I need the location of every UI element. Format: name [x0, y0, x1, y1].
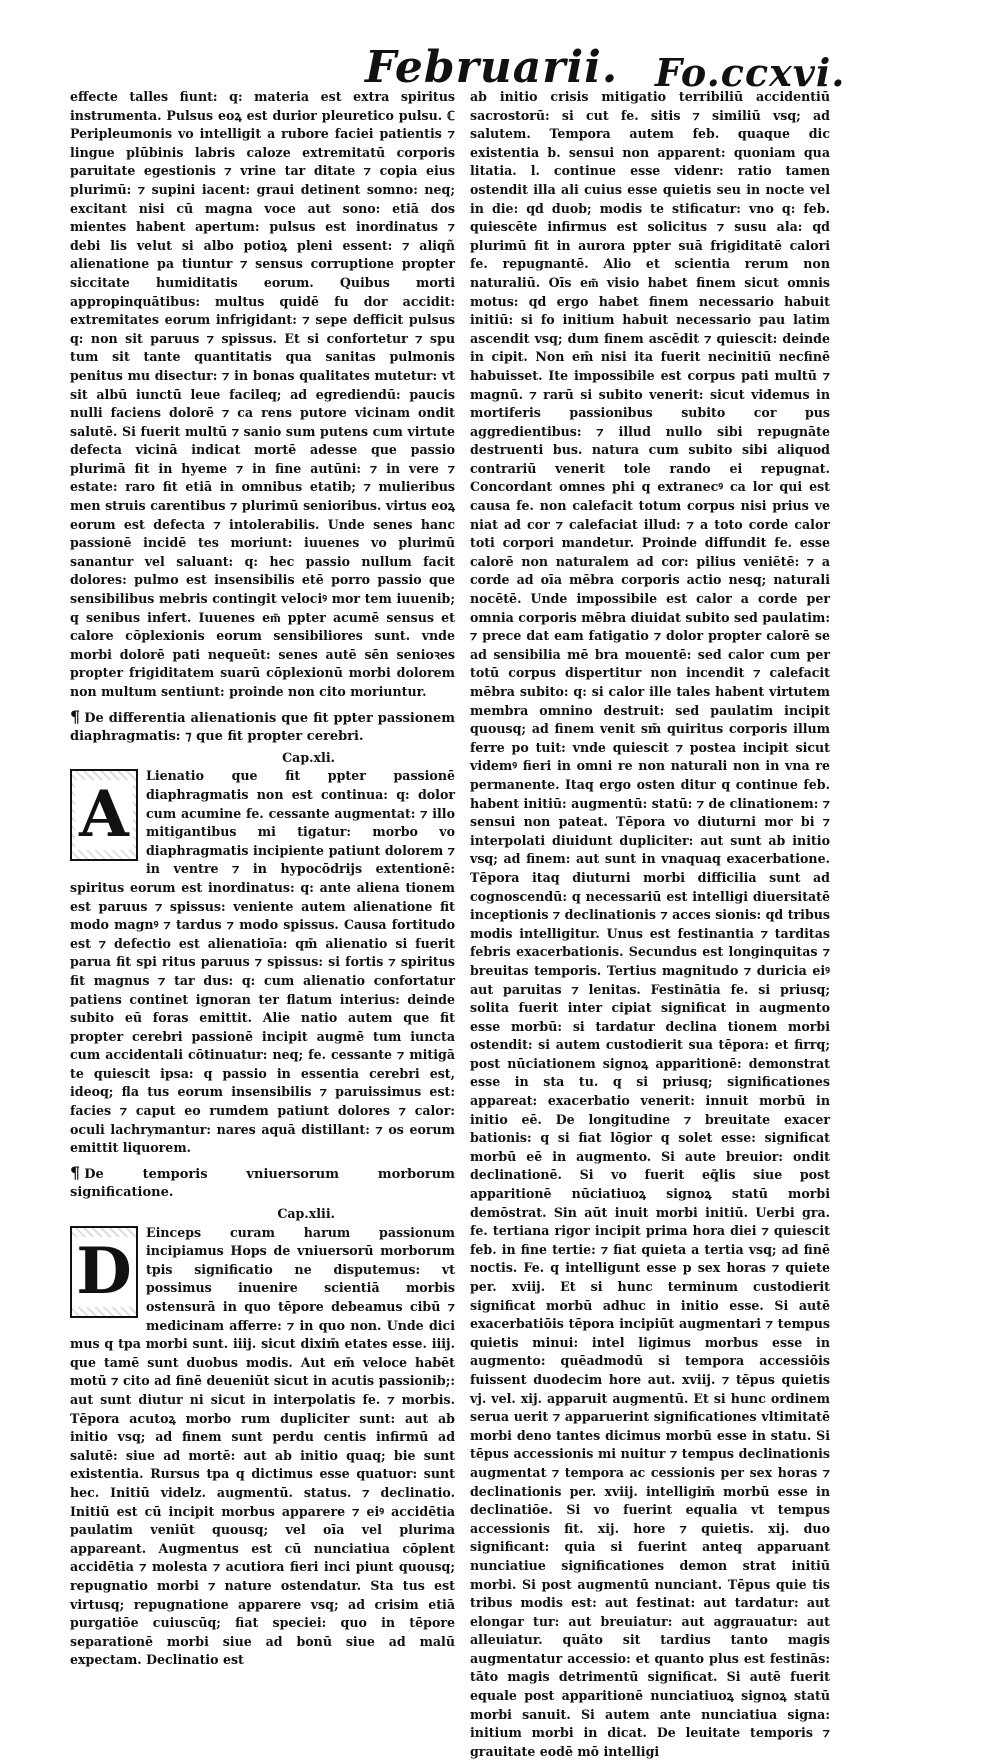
right-column [470, 88, 830, 1761]
pilcrow-icon: ¶ [70, 706, 81, 726]
chapter-heading: ¶ De differentia alienationis que fit ppter passionem diaphragmatis: ⁊ que fit propter cerebri. [70, 706, 455, 745]
pilcrow-icon: ¶ [70, 1162, 81, 1182]
paragraph: Lienatio que fit ppter passionē diaphragmatis non est continua: q: dolor cum acumine fe. cessante augmentat: ⁊ illo mitigantibus mi tigatur: morbo vo diaphragmatis incipiente patiunt dolorem ⁊ in ventre ⁊ in hypocōdrijs extentionē: spiritus eorum est inordinatus: q: ante aliena tionem est paruus ⁊ spissus: veniente autem alienatione fit modo magnꝰ ⁊ tardus ⁊ modo spissus. Causa fortitudo est ⁊ defectio est alienatioīa: qm̄ alienatio si fuerit parua fit spi ritus paruus ⁊ spissus: si fortis ⁊ spiritus fit magnus ⁊ tar dus: q: cum alienatio confortatur patiens continet ignoran ter flatum interius: deinde subito eū foras emittit. Alie natio autem que fit propter cerebri passionē incipit augmē tum iuncta cum accidentali cōtinuatur: neq; fe. cessante ⁊ mitigā te quiescit ipsa: q passio in essentia cerebri est, ideoq; fla tus eorum insensibilis ⁊ paruissimus est: facies ⁊ caput eo rumdem patiunt dolores ⁊ calor: oculi lachrymantur: nares aquā distillant: ⁊ os eorum emittit liquorem. [70, 768, 455, 1156]
chapter-number: Cap.xli. [282, 749, 335, 765]
running-head-month: Februarii. [365, 42, 619, 93]
folio-number: Fo.ccxvi. [655, 50, 846, 95]
chapter-heading: ¶ De temporis vniuersorum morborum significatione. [70, 1162, 455, 1201]
chapter-number-row [70, 749, 455, 768]
chapter-number: Cap.xlii. [277, 1206, 335, 1222]
paragraph-block [70, 1224, 455, 1670]
left-column [70, 88, 455, 1670]
paragraph-block [70, 767, 455, 1157]
chapter-number-row [70, 1205, 455, 1224]
paragraph: ab initio crisis mitigatio terribiliū accidentiū sacrostorū: si cut fe. sitis ⁊ similiū vsq; ad salutem. Tempora autem feb. quaque dic existentia b. sensui non apparent: quoniam qua litatia. l. continue esse videnr: ratio tamen ostendit illa ali cuius esse quietis seu in nocte vel in die: qd duob; modis te stificatur: vno q: feb. quiescēte infirmus est solicitus ⁊ susu ala: qd plurimū fit in aurora ppter suā frigiditatē calori fe. repugnantē. Alio et scientia rerum non naturaliū. Oīs em͂ visio habet finem sicut omnis motus: qd ergo habet finem necessario habuit initiū: si fo initium habuit necessario pau latim ascendit vsq; dum finem ascēdit ⁊ quiescit: deinde in cipit. Non em̄ nisi ita fuerit necinitiū necfinē habuisset. Ite impossibile est corpus pati multū ⁊ magnū. ⁊ rarū si subito venerit: sicut videmus in mortiferis passionibus subito cor pus aggredientibus: ⁊ illud nullo sibi repugnāte destruenti bus. natura cum subito sibi aliquod contrariū venerit tole rando ei repugnat. Concordant omnes phi q extranecꝰ ca lor qui est causa fe. non calefacit totum corpus nisi prius ve niat ad cor ⁊ calefaciat illud: ⁊ a toto corde calor toti corpori mandetur. Proinde diffundit fe. esse calorē non naturalem ad cor: pilius veniētē: ⁊ a corde ad oīa mēbra corporis actio nesq; naturali nocētē. Unde impossibile est calor a corde per omnia corporis mēbra diuidat subito sed paulatim: ⁊ prece dat eam fatigatio ⁊ dolor propter calorē se ad sensibilia mē bra mouentē: sed calor cum per totū corpus dispertitur non incendit ⁊ calefacit mēbra subito: q: si calor ille tales habent virtutem membra omnino destruit: sed paulatim incipit quousq; ad finem venit sm̄ quiritus corporis illum ferre po tuit: vnde quiescit ⁊ postea incipit sicut videmꝰ fieri in omni re non naturali non in vna re permanente. Itaq ergo osten ditur q continue feb. habent initiū: augmentū: statū: ⁊ de clinationem: ⁊ sensui non pateat. Tēpora vo diuturni mor bi ⁊ interpolati diuidunt dupliciter: aut sunt ab initio vsq; ad finem: aut sunt in vnaquaq exacerbatione. Tēpora itaq diuturni morbi difficilia sunt ad cognoscendū: q necessariū est intelligi diuersitatē inceptionis ⁊ declinationis ⁊ acces sionis: qd tribus modis intelligitur. Unus est festinantia ⁊ tarditas febris exacerbationis. Secundus est longinquitas ⁊ breuitas temporis. Tertius magnitudo ⁊ duricia eiꝰ aut paruitas ⁊ lenitas. Festinātia fe. si priusq; solita fuerit inter cipiat significat in augmento esse morbū: si tardatur declina tionem morbi ostendit: si autem custodierit sua tēpora: et firrq; post nūciationem signoꝝ apparitionē: demonstrat esse in sta tu. q si priusq; significationes appareat: exacerbatio venerit: innuit morbū in initio eē. De longitudine ⁊ breuitate exacer bationis: q si fiat lōgior q solet esse: significat morbū eē in augmento. Si aute breuior: ondit declinationē. Si vo fuerit eq̄lis siue post apparitionē nūciatiuoꝝ signoꝝ statū morbi demōstrat. Sin aūt inuit morbi initiū. Uerbi gra. fe. tertiana rigor incipit prima hora diei ⁊ quiescit feb. in fine tertie: ⁊ fiat quieta a tertia vsq; ad finē noctis. Fe. q intelligunt esse p sex horas ⁊ quiete per. xviij. Et si hunc terminum custodierit significat morbū adhuc in initio esse. Si autē exacerbatiōis tēpora incipiūt augmentari ⁊ tempus quietis minui: intel ligimus morbus esse in augmento: quēadmodū si tempora accessiōis fuissent duodecim hore aut. xviij. ⁊ tēpus quietis vj. vel. xij. apparuit augmentū. Et si hunc ordinem serua uerit ⁊ apparuerint significationes vltimitatē morbi deno tantes dicimus morbū esse in statu. Si tēpus accessionis mi nuitur ⁊ tempus declinationis augmentat ⁊ tempora ac cessionis per sex horas ⁊ declinationis per. xviij. intelligim̄ morbū esse in declinatiōe. Si vo fuerint equalia vt tempus accessionis fit. xij. hore ⁊ quietis. xij. duo significant: quia si fuerint anteq apparuant nunciatiue significationes demon strat initiū morbi. Si post augmentū nunciant. Tēpus quie tis tribus modis est: aut festinat: aut tardatur: aut elongar tur: aut breuiatur: aut aggrauatur: aut alleuiatur. quāto sit tardius tanto magis augmentatur accessio: et quanto plus est festinās: tāto magis detrimentū significat. Si autē fuerit equale post apparitionē nunciatiuoꝝ signoꝝ statū morbi sanuit. Si autem ante nunciatiua signa: initium morbi in dicat. De leuitate temporis ⁊ grauitate eodē mō intelligi [470, 89, 830, 1759]
decorated-initial: A [70, 769, 138, 861]
decorated-initial: D [70, 1226, 138, 1318]
paragraph: Einceps curam harum passionum incipiamus Hops de vniuersorū morborum tpis significatio ne disputemus: vt possimus inuenire scientiā morbis ostensurā in quo tēpore debeamus cibū ⁊ medicinam afferre: ⁊ in quo non. Unde dici mus q tpa morbi sunt. iiij. sicut dixim̄ etates esse. iiij. que tamē sunt duobus modis. Aut em̄ veloce habēt motū ⁊ cito ad finē deueniūt sicut in acutis passionib;: aut sunt diutur ni sicut in interpolatis fe. ⁊ morbis. Tēpora acutoꝝ morbo rum dupliciter sunt: aut ab initio vsq; ad finem sunt perdu centis infirmū ad salutē: siue ad mortē: aut ab initio quaq; bie sunt existentia. Rursus tpa q dictimus esse quatuor: sunt hec. Initiū videlz. augmentū. status. ⁊ declinatio. Initiū est cū incipit morbus apparere ⁊ eiꝰ accidētia paulatim veniūt quousq; vel oīa vel plurima appareant. Augmentus est cū nunciatiua cōplent accidētia ⁊ molesta ⁊ acutiora fieri inci piunt quousq; repugnatio morbi ⁊ nature ostendatur. Sta tus est virtusq; repugnatione apparere vsq; ad crisim etiā purgatiōe cuiuscūq; fiat speciei: quo in tēpore separationē morbi siue ad bonū siue ad malū expectam. Declinatio est [70, 1224, 455, 1668]
paragraph: effecte talles fiunt: q: materia est extra spiritus instrumenta. Pulsus eoꝝ est durior pleuretico pulsu. ℂ Peripleumonis vo intelligit a rubore faciei patientis ⁊ lingue plūbinis labris caloze extremitatū corporis paruitate egestionis ⁊ vrine tar ditate ⁊ copia eius plurimū: ⁊ supini iacent: graui detinent somno: neq; excitant nisi cū magna voce aut sono: etiā dos mientes habent apertum: pulsus est inordinatus ⁊ debi lis velut si albo potioꝝ pleni essent: ⁊ aliqñ alienatione pa tiuntur ⁊ sensus corruptione propter siccitate humiditatis eorum. Quibus morti appropinquātibus: multus quidē fu dor accidit: extremitates eorum infrigidant: ⁊ sepe defficit pulsus q: non sit paruus ⁊ spissus. Et si confortetur ⁊ spu tum sit tante quantitatis qua sanitas pulmonis penitus mu disectur: ⁊ in bonas qualitates mutetur: vt sit albū iunctū leue facileq; ad egrediendū: paucis nulli faciens dolorē ⁊ ca rens putore vicinam ondit salutē. Si fuerit multū ⁊ sanio sum putens cum virtute defecta vicinā indicat mortē adesse que passio plurimā fit in hyeme ⁊ in fine autūni: ⁊ in vere ⁊ estate: raro fit etiā in omnibus etatib; ⁊ mulieribus men struis carentibus ⁊ plurimū senioribus. virtus eoꝝ eorum est defecta ⁊ intolerabilis. Unde senes hanc passionē incidē tes moriunt: iuuenes vo plurimū sanantur vel saluant: q: hec passio nullum facit dolores: pulmo est insensibilis etē porro passio que sensibilibus mebris contingit velociꝰ mor tem iuuenib; q senibus infert. Iuuenes em͂ ppter acumē sensus et calore cōplexionis eorum sensibiliores sunt. vnde morbi dolorē pati nequeūt: senes autē sēn senioꝛes propter frigiditatem suarū cōplexionū morbi dolorem non multum sentiunt: proinde non cito moriuntur. [70, 89, 455, 699]
